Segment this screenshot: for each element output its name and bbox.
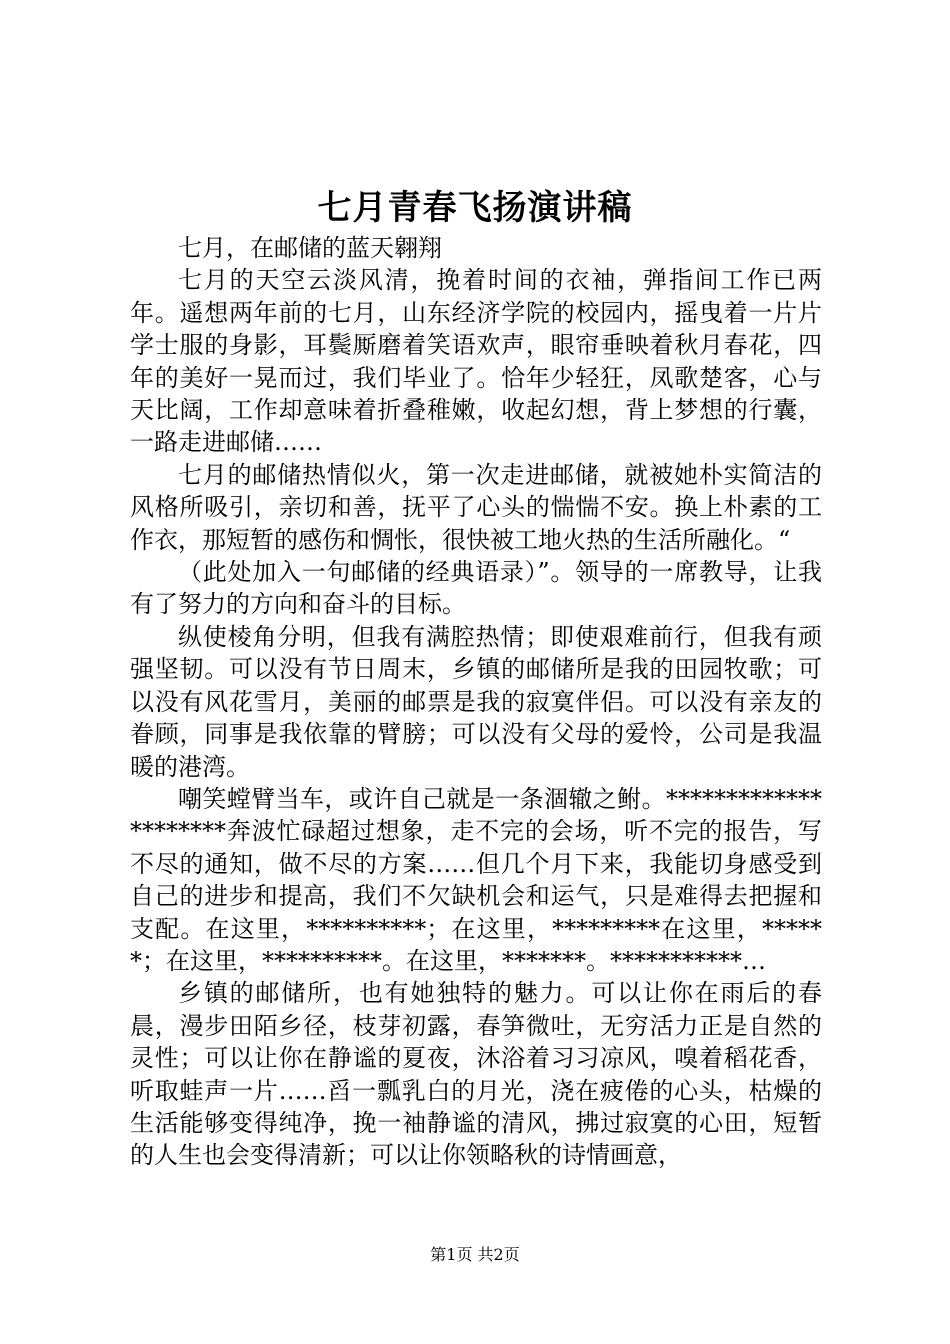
paragraph: 纵使棱角分明，但我有满腔热情；即使艰难前行，但我有顽强坚韧。可以没有节日周末，乡镇的邮储所是我的田园牧歌；可以没有风花雪月，美丽的邮票是我的寂寞伴侣。可以没有亲友的眷顾，同事是我依靠的臂膀；可以没有父母的爱怜，公司是我温暖的港湾。 bbox=[130, 622, 822, 781]
document-body bbox=[130, 232, 822, 1172]
paragraph-heading-line: 七月，在邮储的蓝天翱翔 bbox=[178, 234, 442, 262]
paragraph: 七月的天空云淡风清，挽着时间的衣袖，弹指间工作已两年。遥想两年前的七月，山东经济学院的校园内，摇曳着一片片学士服的身影，耳鬓厮磨着笑语欢声，眼帘垂映着秋月春花，四年的美好一晃而过，我们毕业了。恰年少轻狂，凤歌楚客，心与天比阔，工作却意味着折叠稚嫩，收起幻想，背上梦想的行囊，一路走进邮储…… bbox=[130, 266, 822, 457]
paragraph: 七月的邮储热情似火，第一次走进邮储，就被她朴实简洁的风格所吸引，亲切和善，抚平了心头的惴惴不安。换上朴素的工作衣，那短暂的感伤和惆怅，很快被工地火热的生活所融化。“ bbox=[130, 460, 822, 554]
paragraph: 嘲笑螳臂当车，或许自己就是一条涸辙之鲋。*********************奔波忙碌超过想象，走不完的会场，听不完的报告，写不尽的通知，做不尽的方案……但几个月下来，我能切身感受到自己的进步和提高，我们不欠缺机会和运气，只是难得去把握和支配。在这里，**********；在这里，*********在这里，******；在这里，**********。在这里，*******。***********… bbox=[130, 784, 822, 975]
paragraph: （此处加入一句邮储的经典语录）”。领导的一席教导，让我有了努力的方向和奋斗的目标。 bbox=[130, 558, 822, 619]
document-title: 七月青春飞扬演讲稿 bbox=[317, 188, 633, 228]
paragraph: 乡镇的邮储所，也有她独特的魅力。可以让你在雨后的春晨，漫步田陌乡径，枝芽初露，春笋微吐，无穷活力正是自然的灵性；可以让你在静谧的夏夜，沐浴着习习凉风，嗅着稻花香，听取蛙声一片……舀一瓢乳白的月光，浇在疲倦的心头，枯燥的生活能够变得纯净，挽一袖静谧的清风，拂过寂寞的心田，短暂的人生也会变得清新；可以让你领略秋的诗情画意， bbox=[130, 979, 822, 1170]
page-number-footer: 第1页 共2页 bbox=[430, 1245, 520, 1264]
